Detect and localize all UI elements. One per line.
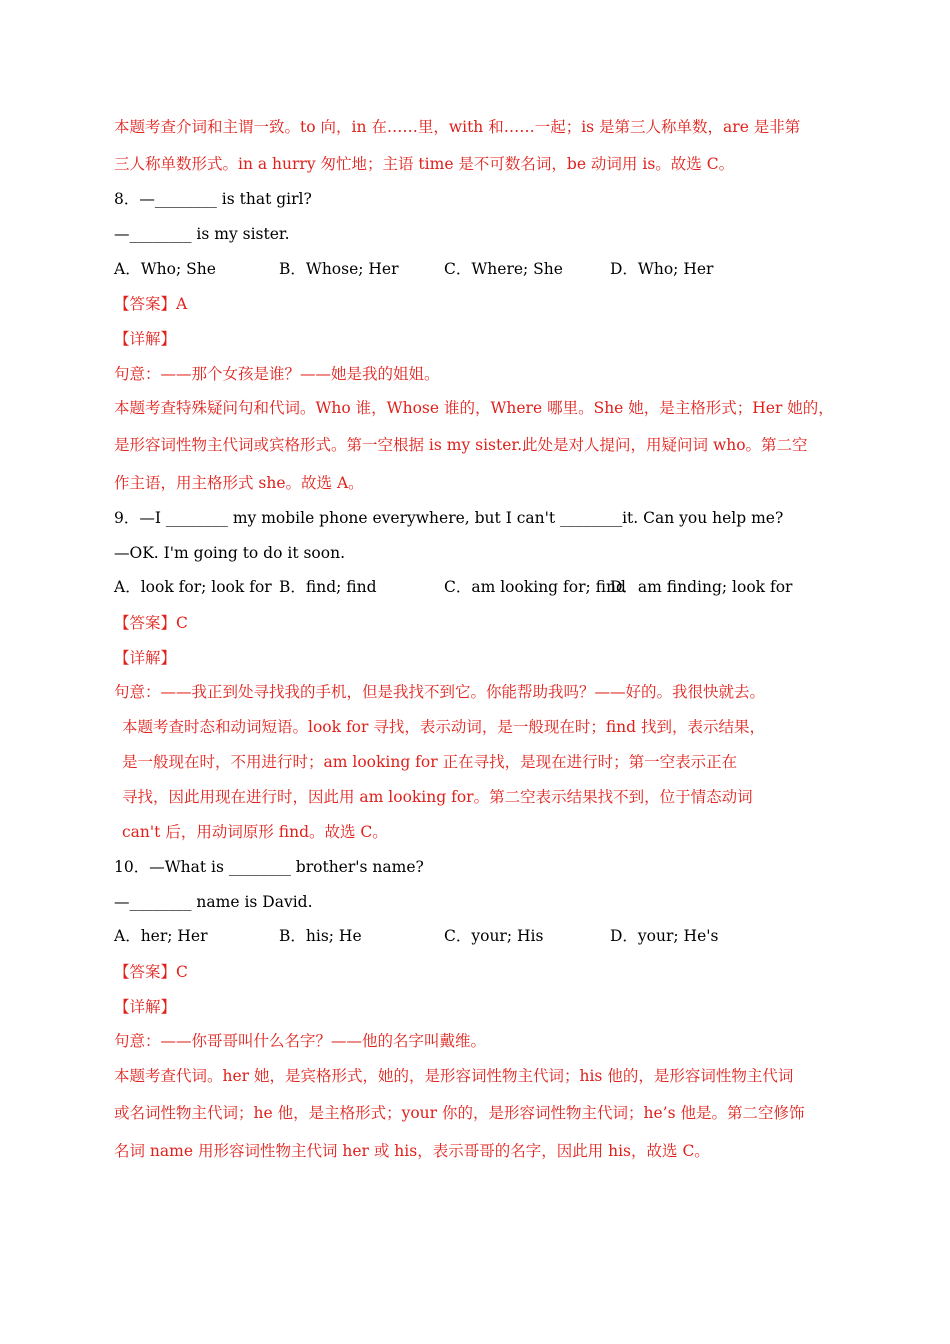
q10-meaning: 句意：——你哥哥叫什么名字？——他的名字叫戴维。 (114, 1032, 487, 1050)
q8-explain-line-2: 是形容词性物主代词或宾格形式。第一空根据 is my sister.此处是对人提问，用疑问词 who。第二空 (114, 436, 808, 454)
q8-reply: —________ is my sister. (114, 225, 290, 243)
q10-detail-label: 【详解】 (114, 998, 177, 1016)
q9-explain-line-1: 本题考查时态和动词短语。look for 寻找，表示动词，是一般现在时；find 找到，表示结果， (122, 718, 766, 736)
q8-stem: 8．—________ is that girl? (114, 190, 312, 208)
q8-option-c: C．Where; She (444, 260, 563, 278)
q10-option-b: B．his; He (279, 927, 362, 945)
q9-option-b: B．find; find (279, 578, 377, 596)
q9-meaning: 句意：——我正到处寻找我的手机，但是我找不到它。你能帮助我吗？——好的。我很快就去。 (114, 683, 766, 701)
q9-reply: —OK. I'm going to do it soon. (114, 544, 346, 562)
q8-explain-line-3: 作主语，用主格形式 she。故选 A。 (114, 474, 364, 492)
q10-explain-line-1: 本题考查代词。her 她，是宾格形式，她的，是形容词性物主代词；his 他的，是形容词性物主代词 (114, 1067, 794, 1085)
q9-option-c: C．am looking for; find (444, 578, 626, 596)
q9-explain-line-2: 是一般现在时，不用进行时；am looking for 正在寻找，是现在进行时；第一空表示正在 (122, 753, 738, 771)
q10-explain-line-3: 名词 name 用形容词性物主代词 her 或 his，表示哥哥的名字，因此用 his，故选 C。 (114, 1142, 710, 1160)
q8-option-b: B．Whose; Her (279, 260, 399, 278)
prev-explain-line-1: 本题考查介词和主谓一致。to 向，in 在……里，with 和……一起；is 是第三人称单数，are 是非第 (114, 118, 801, 136)
q10-option-a: A．her; Her (114, 927, 208, 945)
q8-option-d: D．Who; Her (610, 260, 714, 278)
q9-answer: 【答案】C (114, 614, 188, 632)
q9-option-d: D．am finding; look for (610, 578, 793, 596)
q9-option-a: A．look for; look for (114, 578, 272, 596)
q8-meaning: 句意：——那个女孩是谁？——她是我的姐姐。 (114, 365, 440, 383)
q8-answer: 【答案】A (114, 295, 188, 313)
q10-explain-line-2: 或名词性物主代词；he 他，是主格形式；your 你的，是形容词性物主代词；he’s 他是。第二空修饰 (114, 1104, 805, 1122)
q10-option-c: C．your; His (444, 927, 544, 945)
prev-explain-line-2: 三人称单数形式。in a hurry 匆忙地；主语 time 是不可数名词，be 动词用 is。故选 C。 (114, 155, 735, 173)
q9-explain-line-3: 寻找，因此用现在进行时，因此用 am looking for。第二空表示结果找不到，位于情态动词 (122, 788, 753, 806)
q10-stem: 10．—What is ________ brother's name? (114, 858, 424, 876)
q10-answer: 【答案】C (114, 963, 188, 981)
q9-stem: 9．—I ________ my mobile phone everywhere, but I can't ________it. Can you help me? (114, 509, 784, 527)
q10-option-d: D．your; He's (610, 927, 719, 945)
q9-detail-label: 【详解】 (114, 649, 177, 667)
q8-explain-line-1: 本题考查特殊疑问句和代词。Who 谁，Whose 谁的，Where 哪里。She 她，是主格形式；Her 她的， (114, 399, 834, 417)
q9-explain-line-4: can't 后，用动词原形 find。故选 C。 (122, 823, 388, 841)
q8-detail-label: 【详解】 (114, 330, 177, 348)
q10-reply: —________ name is David. (114, 893, 313, 911)
q8-option-a: A．Who; She (114, 260, 216, 278)
